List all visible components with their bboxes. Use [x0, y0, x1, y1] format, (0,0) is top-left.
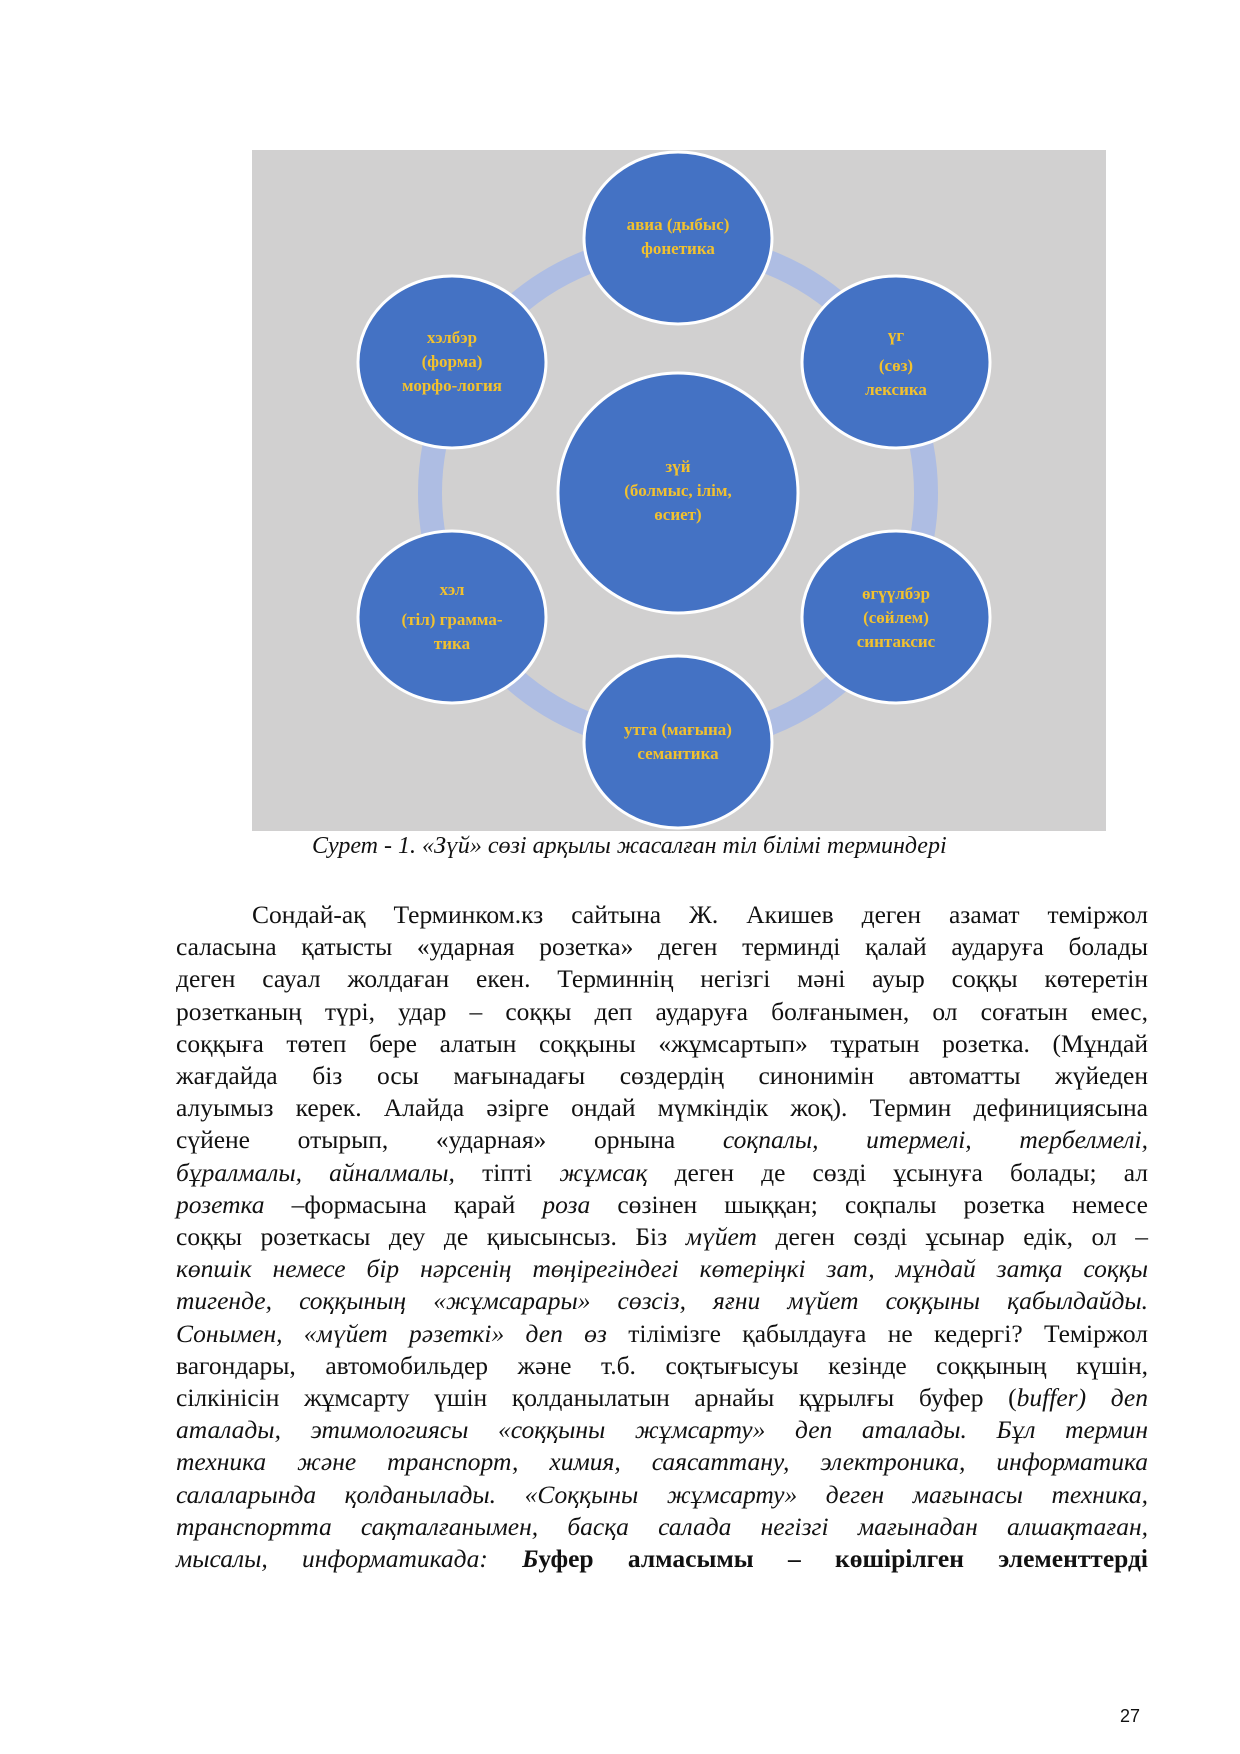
text-line	[176, 1060, 1148, 1092]
text-run: сөзінен шыққан; соқпалы розетка немесе	[590, 1189, 1148, 1219]
italic-run: Сонымен, «мүйет рәзеткі» деп өз	[176, 1318, 607, 1348]
italic-run: техника және транспорт, химия, саясаттану, электроника, информатика	[176, 1447, 1148, 1477]
text-line	[176, 1318, 1148, 1350]
text-run: жағдайда біз осы мағынадағы сөздердің синонимін автоматты жүйеден	[176, 1061, 1148, 1091]
italic-run: жұмсақ	[559, 1157, 648, 1187]
text-run: тілімізге қабылдауға не кедергі? Теміржол	[606, 1318, 1148, 1348]
text-line	[176, 1157, 1148, 1189]
text-run: вагондары, автомобильдер және т.б. соқтығысуы кезінде соққының күшін,	[176, 1350, 1148, 1380]
text-line	[176, 1479, 1148, 1511]
node-label-lower-right	[806, 582, 986, 654]
node-label-upper-right	[806, 324, 986, 402]
center-label-line: (болмыс, ілім,	[624, 481, 732, 500]
body-paragraph	[176, 899, 1148, 1575]
center-label	[578, 455, 778, 527]
text-run: саласына қатысты «ударная розетка» деген терминді қалай аударуға болады	[176, 932, 1148, 962]
italic-run: көпшік немесе бір нәрсенің төңірегіндегі көтеріңкі зат, мұндай затқа соққы	[176, 1254, 1148, 1284]
text-line	[176, 899, 1148, 931]
node-label-line: авиа (дыбыс)	[626, 215, 730, 234]
node-label-line: морфо-логия	[402, 376, 502, 395]
italic-run: бұралмалы, айналмалы,	[176, 1157, 455, 1187]
italic-run: розетка	[176, 1189, 265, 1219]
text-line	[176, 1189, 1148, 1221]
text-run: тіпті	[454, 1157, 560, 1187]
text-line	[176, 931, 1148, 963]
text-line	[176, 1511, 1148, 1543]
text-run: деген де сөзді ұсынуға болады; ал	[647, 1157, 1148, 1187]
text-line	[176, 1414, 1148, 1446]
italic-run: мүйет	[685, 1222, 757, 1252]
text-line	[176, 963, 1148, 995]
italic-run: роза	[542, 1189, 591, 1219]
text-line	[176, 996, 1148, 1028]
text-run: сүйене отырып, «ударная» орнына	[176, 1125, 723, 1155]
node-label-line: тика	[433, 634, 471, 653]
text-line	[176, 1124, 1148, 1156]
text-line	[176, 1446, 1148, 1478]
node-label-line: өгүүлбэр	[861, 584, 931, 603]
text-line	[176, 1092, 1148, 1124]
italic-run: тигенде, соққының «жұмсарары» сөзсіз, яғни мүйет соққыны қабылдайды.	[176, 1286, 1148, 1316]
figure-caption: Сурет - 1. «Зүй» сөзі арқылы жасалған тіл білімі терминдері	[312, 833, 947, 859]
node-label-line: лексика	[865, 380, 927, 399]
text-run: алуымыз керек. Алайда әзірге ондай мүмкіндік жоқ). Термин дефинициясына	[176, 1093, 1148, 1123]
text-line	[176, 1028, 1148, 1060]
page-number: 27	[1120, 1706, 1141, 1726]
text-line	[176, 1382, 1148, 1414]
bold-italic-run: Б	[522, 1544, 539, 1574]
text-line	[176, 1253, 1148, 1285]
node-label-upper-left	[362, 326, 542, 398]
node-label-bottom	[588, 718, 768, 766]
diagram	[252, 150, 1106, 831]
center-label-line: зүй	[665, 457, 691, 476]
node-label-lower-left	[362, 578, 542, 656]
node-label-line: семантика	[637, 744, 719, 763]
node-label-line: (тіл) грамма-	[401, 610, 503, 629]
italic-run: салаларында қолданылады. «Соққыны жұмсарту» деген мағынасы техника,	[176, 1479, 1148, 1509]
text-line	[176, 1350, 1148, 1382]
text-run: сілкінісін жұмсарту үшін қолданылатын арнайы құрылғы буфер (	[176, 1383, 1017, 1413]
node-label-line: синтаксис	[856, 632, 936, 651]
node-label-line: (сөйлем)	[863, 608, 929, 627]
node-label-line: хэлбэр	[426, 328, 478, 347]
text-run: соққы розеткасы деу де қиысынсыз. Біз	[176, 1222, 686, 1252]
text-run: розетканың түрі, удар – соққы деп аударуға болғанымен, ол соғатын емес,	[176, 996, 1148, 1026]
text-run: –формасына қарай	[264, 1189, 543, 1219]
node-label-line: фонетика	[641, 239, 715, 258]
italic-run: мысалы, информатикада:	[176, 1544, 523, 1574]
italic-run: аталады, этимологиясы «соққыны жұмсарту» деп аталады. Бұл термин	[176, 1415, 1148, 1445]
italic-run: транспортта сақталғанымен, басқа салада негізгі мағынадан алшақтаған,	[176, 1511, 1148, 1541]
node-label-line: үг	[887, 326, 905, 345]
text-run: Сондай-ақ Терминком.кз сайтына Ж. Акишев деген азамат теміржол	[252, 900, 1148, 929]
center-label-line: өсиет)	[654, 505, 702, 524]
text-run: деген сауал жолдаған екен. Терминнің негізгі мәні ауыр соққы көтеретін	[176, 964, 1148, 994]
text-line	[176, 1285, 1148, 1317]
node-label-top	[588, 213, 768, 261]
text-run: деген сөзді ұсынар едік, ол –	[756, 1222, 1149, 1252]
node-label-line: (сөз)	[878, 356, 914, 375]
text-line	[176, 1221, 1148, 1253]
text-run: соққыға төтеп бере алатын соққыны «жұмсартып» тұратын розетка. (Мұндай	[176, 1028, 1148, 1058]
node-label-line: хэл	[439, 580, 465, 599]
italic-run: соқпалы, итермелі, тербелмелі,	[722, 1125, 1148, 1155]
node-label-line: (форма)	[421, 352, 483, 371]
italic-run: buffer) деп	[1016, 1383, 1148, 1413]
text-line	[176, 1543, 1148, 1575]
node-label-line: утга (мағына)	[624, 720, 732, 739]
bold-run: уфер алмасымы – көшірілген элементтерді	[538, 1544, 1148, 1574]
